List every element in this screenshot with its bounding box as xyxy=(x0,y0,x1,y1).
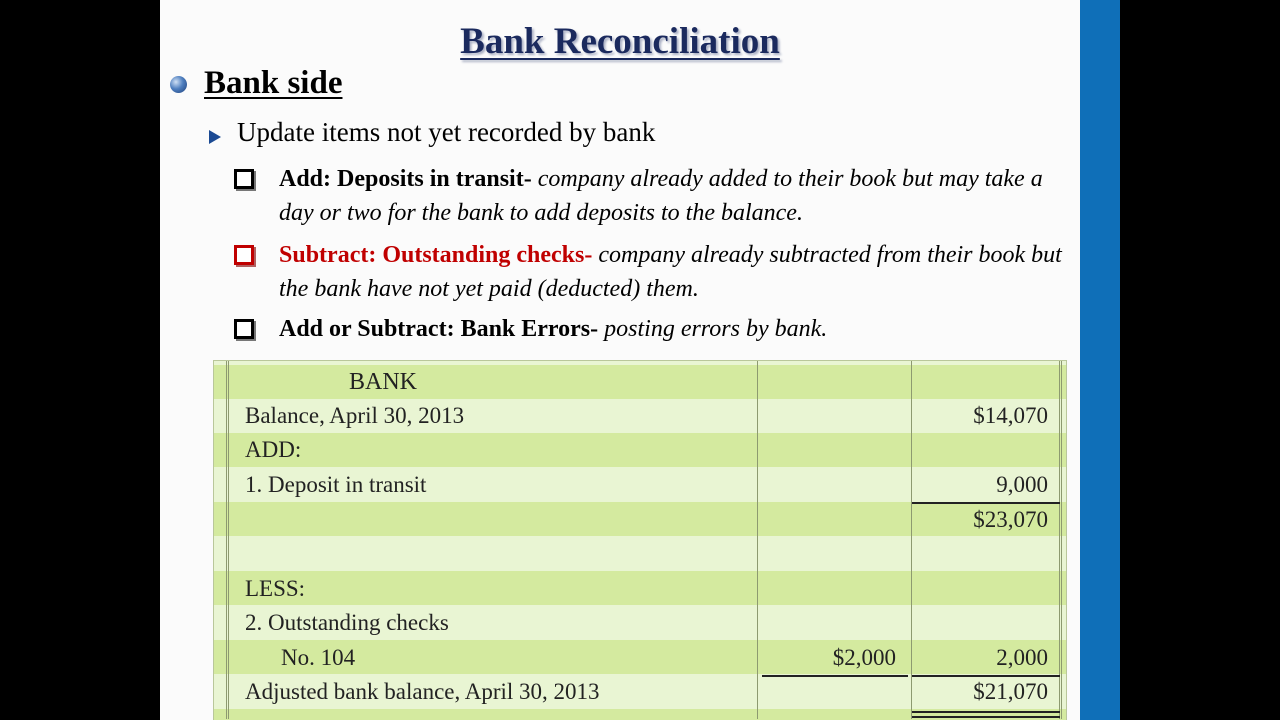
balance-value: $14,070 xyxy=(973,403,1048,428)
bank-side-heading: Bank side xyxy=(204,65,343,101)
slide-title: Bank Reconciliation xyxy=(460,21,780,62)
checkbox-icon xyxy=(234,169,254,189)
item-deposits-label: Add: Deposits in transit- xyxy=(279,166,532,192)
column-divider xyxy=(757,361,758,719)
arrow-bullet-icon xyxy=(209,130,221,144)
column-divider xyxy=(911,361,912,719)
table-band xyxy=(214,502,1066,536)
item-outstanding-text: company already subtracted from their book but the bank have not yet paid (deducted) them. xyxy=(279,242,1062,302)
double-underline xyxy=(912,711,1060,718)
underline xyxy=(762,675,908,677)
less-label: LESS: xyxy=(245,576,306,601)
balance-label: Balance, April 30, 2013 xyxy=(245,403,465,428)
item-deposits xyxy=(279,162,1069,230)
table-header: BANK xyxy=(349,369,418,395)
item-errors xyxy=(279,312,1069,346)
bullet-dot-icon xyxy=(170,76,187,93)
add-label: ADD: xyxy=(245,437,302,462)
checks-label: 2. Outstanding checks xyxy=(245,610,449,635)
table-border xyxy=(1059,361,1062,719)
table-band xyxy=(214,571,1066,605)
checkbox-red-icon xyxy=(234,245,254,265)
table-band xyxy=(214,365,1066,399)
table-band xyxy=(214,433,1066,467)
deposit-label: 1. Deposit in transit xyxy=(245,472,427,497)
item-outstanding xyxy=(279,238,1069,306)
accent-bar xyxy=(1080,0,1120,720)
adjusted-label: Adjusted bank balance, April 30, 2013 xyxy=(245,679,600,704)
subtotal-value: $23,070 xyxy=(973,507,1048,532)
intro-line: Update items not yet recorded by bank xyxy=(237,117,656,147)
check-amount: $2,000 xyxy=(832,645,896,670)
table-border xyxy=(226,361,229,719)
item-errors-text: posting errors by bank. xyxy=(604,316,828,342)
check-total: 2,000 xyxy=(996,645,1048,670)
item-outstanding-label: Subtract: Outstanding checks- xyxy=(279,242,593,268)
checkbox-icon xyxy=(234,319,254,339)
item-deposits-text: company already added to their book but may take a day or two for the bank to add deposits to the balance. xyxy=(279,166,1043,226)
check-no-label: No. 104 xyxy=(281,645,356,670)
adjusted-value: $21,070 xyxy=(973,679,1048,704)
item-errors-label: Add or Subtract: Bank Errors- xyxy=(279,316,599,342)
slide xyxy=(160,0,1080,720)
deposit-value: 9,000 xyxy=(996,472,1048,497)
bank-reconciliation-table xyxy=(213,360,1067,720)
